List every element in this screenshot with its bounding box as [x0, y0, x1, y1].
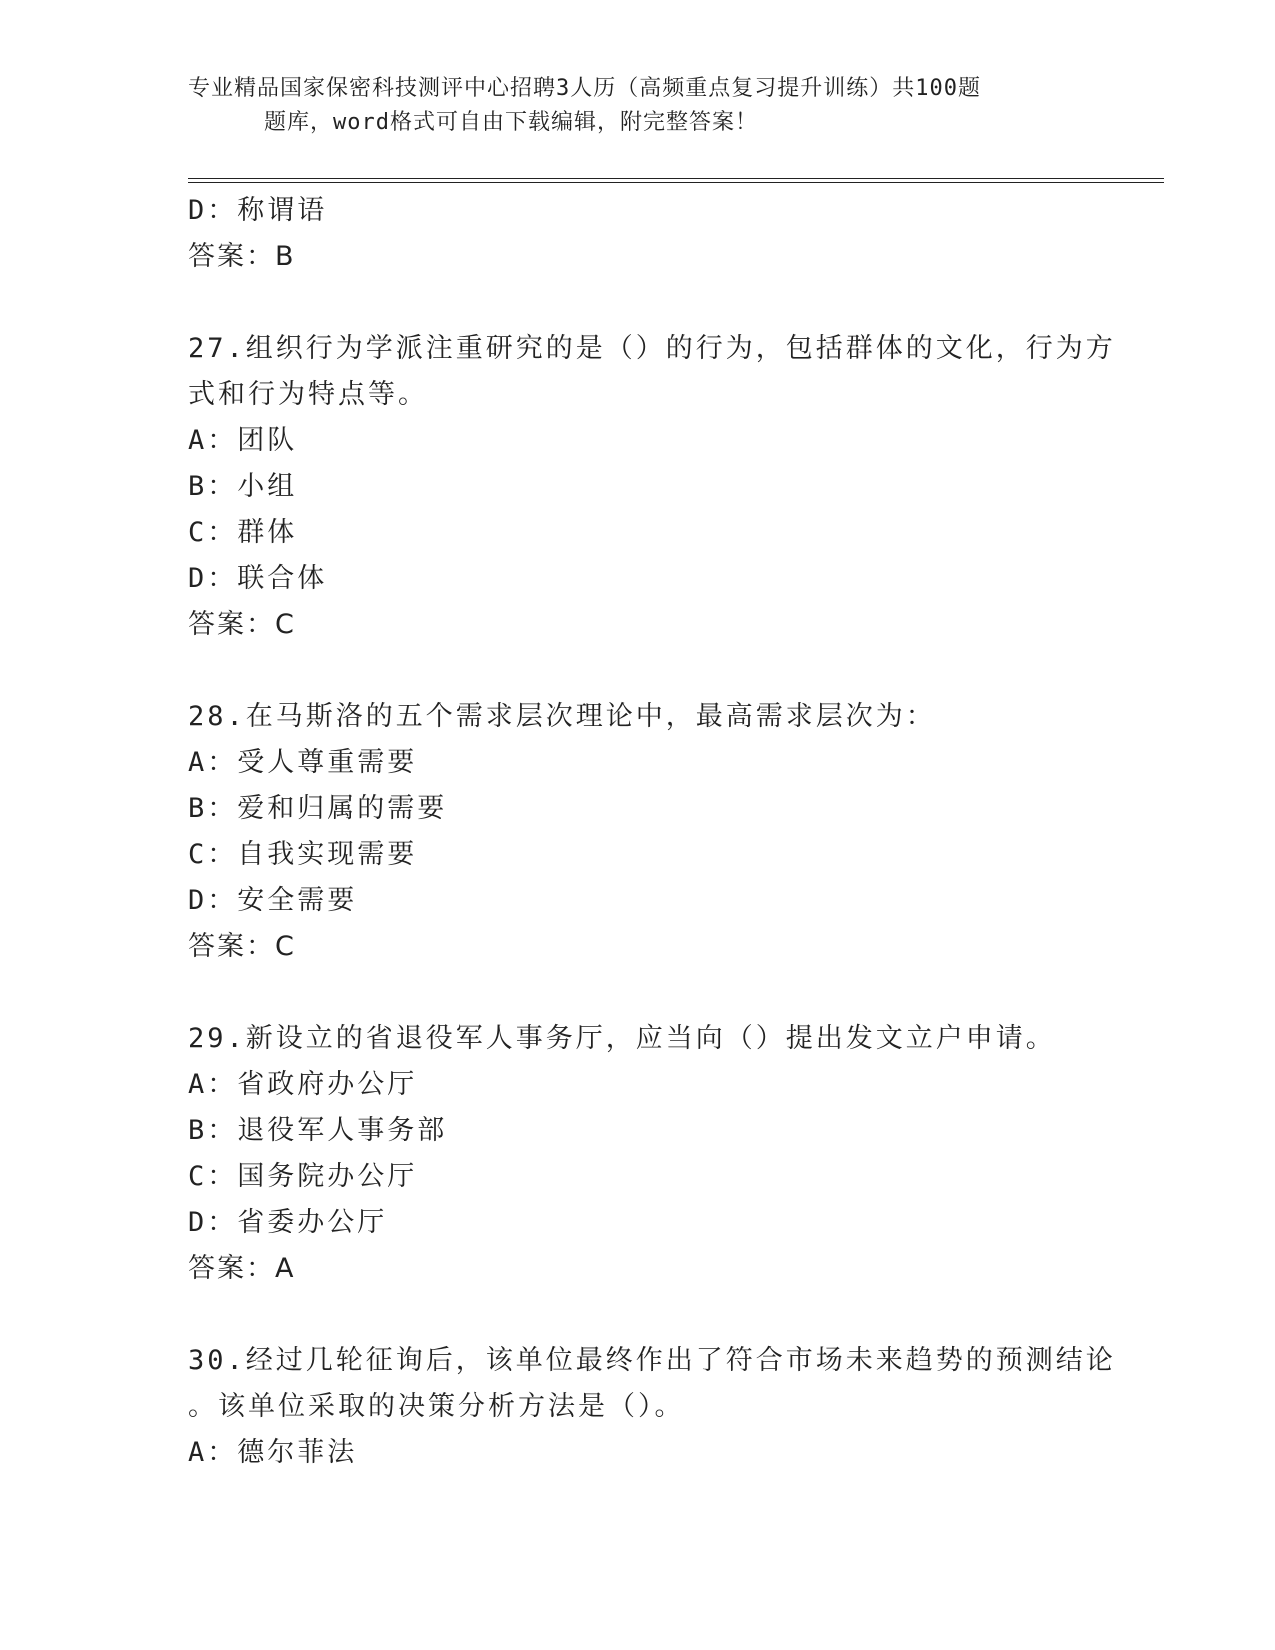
question-text-cont: 式和行为特点等。 — [188, 379, 428, 410]
header-title-line2: 题库，word格式可自由下载编辑，附完整答案！ — [264, 110, 758, 135]
header-divider-top — [188, 178, 1164, 179]
header-divider-bottom — [188, 182, 1164, 183]
prev-question-tail — [188, 188, 1088, 280]
option-c: C：自我实现需要 — [188, 839, 418, 870]
option-d: D：联合体 — [188, 563, 328, 594]
option-d: D：称谓语 — [188, 195, 328, 226]
question-28 — [188, 694, 1088, 970]
answer-line: 答案：A — [188, 1253, 296, 1284]
question-list — [188, 188, 1116, 1476]
answer-line: 答案：C — [188, 931, 296, 962]
option-c: C：群体 — [188, 517, 298, 548]
header-title-line1: 专业精品国家保密科技测评中心招聘3人历（高频重点复习提升训练）共100题 — [188, 76, 981, 101]
spacer — [188, 280, 1088, 326]
spacer — [188, 970, 1088, 1016]
answer-line: 答案：B — [188, 241, 296, 272]
option-b: B：爱和归属的需要 — [188, 793, 448, 824]
option-a: A：省政府办公厅 — [188, 1069, 418, 1100]
option-d: D：安全需要 — [188, 885, 358, 916]
spacer — [188, 1292, 1088, 1338]
option-b: B：退役军人事务部 — [188, 1115, 448, 1146]
option-a: A：德尔菲法 — [188, 1437, 358, 1468]
option-a: A：受人尊重需要 — [188, 747, 418, 778]
question-text: 28.在马斯洛的五个需求层次理论中，最高需求层次为： — [188, 701, 936, 732]
question-text: 29.新设立的省退役军人事务厅，应当向（）提出发文立户申请。 — [188, 1023, 1056, 1054]
option-d: D：省委办公厅 — [188, 1207, 388, 1238]
option-b: B：小组 — [188, 471, 298, 502]
spacer — [188, 648, 1088, 694]
option-a: A：团队 — [188, 425, 298, 456]
question-29 — [188, 1016, 1088, 1292]
option-c: C：国务院办公厅 — [188, 1161, 418, 1192]
answer-line: 答案：C — [188, 609, 296, 640]
question-text: 27.组织行为学派注重研究的是（）的行为，包括群体的文化，行为方 — [188, 333, 1116, 364]
question-text: 30.经过几轮征询后，该单位最终作出了符合市场未来趋势的预测结论 — [188, 1345, 1116, 1376]
question-text-cont: 。该单位采取的决策分析方法是（）。 — [188, 1391, 685, 1422]
question-27 — [188, 326, 1116, 648]
question-30 — [188, 1338, 1116, 1476]
document-header — [188, 72, 1068, 140]
